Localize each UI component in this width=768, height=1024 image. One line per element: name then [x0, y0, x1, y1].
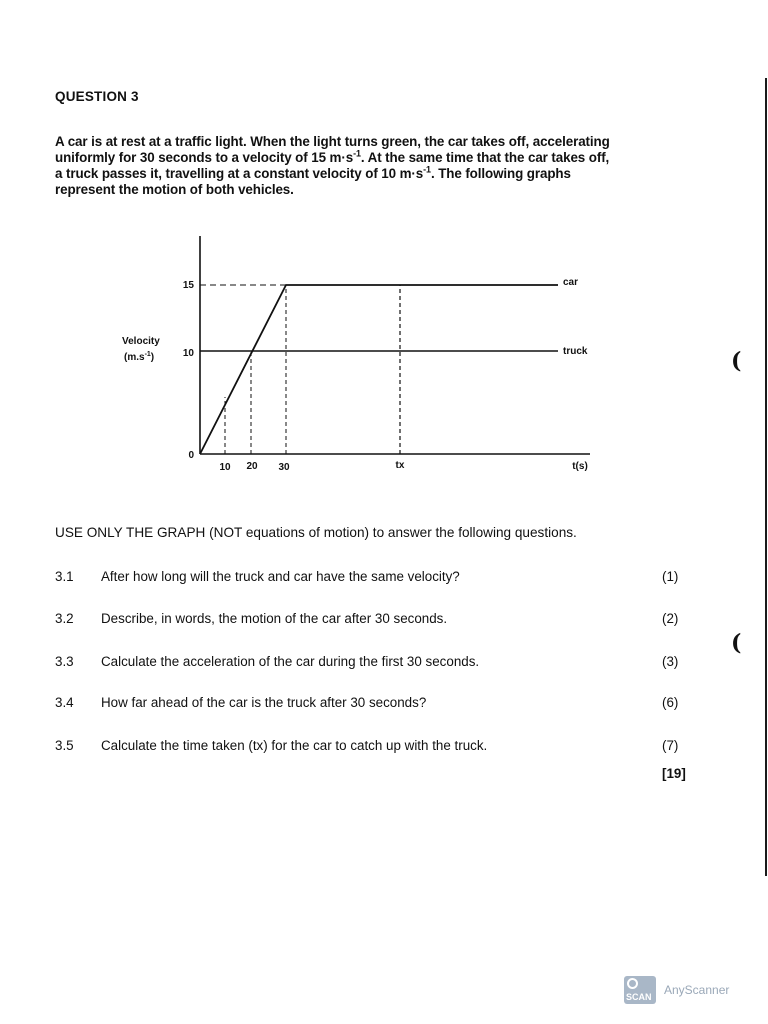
- question-heading: QUESTION 3: [55, 89, 139, 104]
- scanner-logo-icon: SCAN: [624, 976, 656, 1004]
- page-border-line: [765, 78, 767, 876]
- question-number: 3.3: [55, 654, 74, 669]
- question-marks: (1): [662, 569, 679, 584]
- question-marks: (3): [662, 654, 679, 669]
- car-label: car: [563, 277, 579, 288]
- intro-line-3: a truck passes it, travelling at a constant velocity of 10 $m\cdot s^{-1}$. The following graphs: [55, 164, 571, 181]
- intro-line-1: A car is at rest at a traffic light. When the light turns green, the car takes off, accelerating: [55, 134, 610, 149]
- question-number: 3.5: [55, 738, 74, 753]
- margin-bracket-mark: (: [731, 348, 742, 374]
- question-marks: (2): [662, 611, 679, 626]
- question-number: 3.1: [55, 569, 74, 584]
- x-axis-label: t(s): [572, 461, 588, 472]
- truck-label: truck: [563, 346, 588, 357]
- question-text: Calculate the acceleration of the car during the first 30 seconds.: [101, 654, 480, 669]
- question-row: [55, 611, 695, 629]
- watermark-name: AnyScanner: [664, 983, 730, 997]
- question-number: 3.4: [55, 695, 74, 710]
- question-marks: (7): [662, 738, 679, 753]
- car-line: [200, 285, 558, 454]
- instruction-text: USE ONLY THE GRAPH (NOT equations of motion) to answer the following questions.: [55, 525, 577, 540]
- y-axis-label-line1: Velocity: [122, 336, 160, 347]
- question-row: [55, 738, 695, 756]
- question-marks: (6): [662, 695, 679, 710]
- x-tick-10: 10: [219, 462, 231, 473]
- question-text: Describe, in words, the motion of the car after 30 seconds.: [101, 611, 448, 626]
- intro-line-2: uniformly for 30 seconds to a velocity of 15 $m\cdot s^{-1}$. At the same time that the car takes off,: [55, 148, 610, 165]
- x-tick-30: 30: [278, 462, 290, 473]
- question-row: [55, 695, 695, 713]
- question-text: After how long will the truck and car have the same velocity?: [101, 569, 460, 584]
- total-marks: [19]: [662, 766, 686, 781]
- velocity-time-graph: [110, 228, 610, 480]
- question-row: [55, 654, 695, 672]
- question-text: How far ahead of the car is the truck after 30 seconds?: [101, 695, 427, 710]
- anyscanner-watermark: [624, 976, 729, 1004]
- intro-line-4: represent the motion of both vehicles.: [55, 182, 294, 197]
- y-axis-label-line2: $(m.s^{-1})$: [124, 351, 155, 363]
- y-tick-10: 10: [182, 348, 194, 359]
- question-number: 3.2: [55, 611, 74, 626]
- y-tick-0: 0: [188, 450, 194, 461]
- intro-paragraph: [55, 134, 695, 198]
- x-tick-20: 20: [246, 461, 258, 472]
- question-text: Calculate the time taken (tx) for the car to catch up with the truck.: [101, 738, 488, 753]
- question-row: [55, 569, 695, 587]
- margin-bracket-mark: (: [731, 630, 742, 656]
- y-tick-15: 15: [182, 280, 194, 291]
- x-tick-tx: tx: [395, 460, 405, 471]
